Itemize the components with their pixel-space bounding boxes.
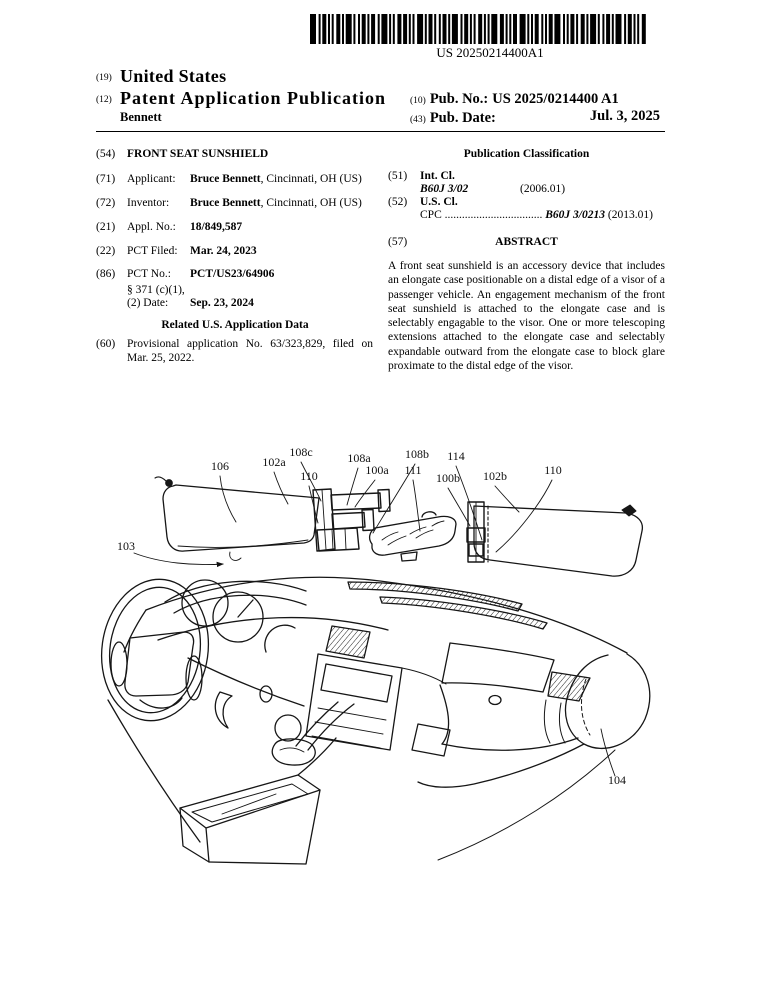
barcode-bar <box>590 14 596 44</box>
barcode-bar <box>576 14 578 44</box>
steering-wheel <box>93 572 218 727</box>
inid-10: (10) <box>410 96 426 106</box>
figure-ref-label: 106 <box>211 459 229 473</box>
pub-no-label: Pub. No.: <box>429 91 489 107</box>
barcode-bar <box>362 14 366 44</box>
int-cl-label: Int. Cl. <box>420 170 455 182</box>
barcode-bar <box>328 14 330 44</box>
barcode-bar <box>531 14 533 44</box>
us-cl-label: U.S. Cl. <box>420 196 458 208</box>
barcode-bar <box>403 14 407 44</box>
inid-19: (19) <box>96 73 112 83</box>
barcode-bar <box>413 14 415 44</box>
figure-ref-label: 100a <box>365 463 389 477</box>
inid-43: (43) <box>410 115 426 125</box>
cpc-year: (2013.01) <box>607 209 653 221</box>
barcode-bar <box>393 14 395 44</box>
barcode-bar <box>310 14 316 44</box>
related-data-heading: Related U.S. Application Data <box>161 319 309 331</box>
barcode-bar <box>336 14 340 44</box>
inid-51: (51) <box>388 170 408 182</box>
pct-filed-label: PCT Filed: <box>127 245 178 257</box>
pub-no-value: US 2025/0214400 A1 <box>492 91 619 107</box>
appl-no-value: 18/849,587 <box>190 221 243 233</box>
barcode-bar <box>634 14 636 44</box>
barcode-bar <box>602 14 604 44</box>
cpc-label: CPC <box>420 209 442 221</box>
barcode-bar <box>624 14 626 44</box>
provisional-text: Provisional application No. 63/323,829, filed on Mar. 25, 2022. <box>127 338 373 364</box>
barcode-bar <box>439 14 441 44</box>
barcode-bar <box>586 14 588 44</box>
barcode-bar <box>322 14 326 44</box>
applicant-label: Applicant: <box>127 173 176 185</box>
barcode-bar <box>381 14 387 44</box>
inid-57: (57) <box>388 236 408 248</box>
inventor-surname: Bennett <box>120 110 162 124</box>
barcode-bar <box>358 14 360 44</box>
barcode-bar <box>612 14 614 44</box>
barcode-bar <box>484 14 486 44</box>
barcode-bar <box>549 14 553 44</box>
inid-71: (71) <box>96 173 116 185</box>
barcode-number: US 20250214400A1 <box>436 45 544 60</box>
pub-date-left <box>410 109 496 127</box>
barcode-bar <box>513 14 517 44</box>
barcode-bar <box>470 14 472 44</box>
pub-no-line <box>410 90 660 108</box>
figure-ref-label: 102b <box>483 469 507 483</box>
pub-date-value: Jul. 3, 2025 <box>589 108 660 124</box>
figure-ref-label: 111 <box>404 463 422 477</box>
cpc-code: B60J 3/0213 <box>545 209 605 221</box>
inid-54: (54) <box>96 148 116 160</box>
barcode-bar <box>581 14 585 44</box>
figure-ref-label: 100b <box>436 471 460 485</box>
barcode-bar <box>506 14 508 44</box>
inventor-value <box>190 197 362 211</box>
inid-72: (72) <box>96 197 116 209</box>
invention-title: FRONT SEAT SUNSHIELD <box>127 148 269 160</box>
barcode-bar <box>554 14 560 44</box>
pct-filed-value: Mar. 24, 2023 <box>190 245 257 257</box>
barcode-bar <box>598 14 600 44</box>
applicant-name: Bruce Bennett <box>190 173 261 185</box>
barcode-bar <box>616 14 622 44</box>
header-divider <box>96 131 665 132</box>
barcode-bar <box>342 14 344 44</box>
barcode-bar <box>429 14 433 44</box>
abstract-heading: ABSTRACT <box>495 236 558 248</box>
barcode-bar <box>371 14 375 44</box>
barcode-bar <box>478 14 482 44</box>
barcode-bar <box>434 14 436 44</box>
inventor-address: , Cincinnati, OH (US) <box>260 197 362 209</box>
barcode-bar <box>417 14 423 44</box>
barcode-bar <box>332 14 334 44</box>
inid-60: (60) <box>96 338 116 350</box>
inid-12: (12) <box>96 95 112 105</box>
inid-86: (86) <box>96 268 116 280</box>
publication-kind: Patent Application Publication <box>120 88 387 108</box>
s371-date-value: Sep. 23, 2024 <box>190 297 254 309</box>
abstract-text: A front seat sunshield is an accessory device that includes an elongate case positionable on a distal edge of a visor of a passenger vehicle. An engagement mechanism of the front seat sunshield is attached to the elongate case and is selectably engagable to the visor. One or more telescoping extensions attached to the elongate case and selectably expandable outward from the elongate case to block glare proximate to the distal edge of the visor. <box>388 260 665 373</box>
applicant-address: , Cincinnati, OH (US) <box>260 173 362 185</box>
figure-ref-label: 108b <box>405 447 429 461</box>
figure-ref-label: 108c <box>289 445 313 459</box>
s371-line1: § 371 (c)(1), <box>127 284 185 296</box>
figure-ref-label: 103 <box>117 539 135 553</box>
pct-no-value: PCT/US23/64906 <box>190 268 275 280</box>
inid-52: (52) <box>388 196 408 208</box>
barcode-bar <box>461 14 463 44</box>
barcode-bar <box>491 14 497 44</box>
barcode-bar <box>527 14 529 44</box>
barcode-bar <box>628 14 632 44</box>
figure-ref-label: 102a <box>262 455 286 469</box>
barcode-bar <box>545 14 547 44</box>
classification-heading: Publication Classification <box>463 148 590 160</box>
figure-ref-label: 110 <box>300 469 318 483</box>
barcode-bar <box>474 14 476 44</box>
barcode-bar <box>541 14 543 44</box>
appl-no-label: Appl. No.: <box>127 221 176 233</box>
figure-ref-label: 108a <box>347 451 371 465</box>
barcode-bar <box>346 14 352 44</box>
cpc-line <box>420 209 653 223</box>
int-cl-code: B60J 3/02 <box>420 183 469 195</box>
figure-ref-label: 104 <box>608 773 626 787</box>
barcode-bar <box>464 14 468 44</box>
left-visor <box>155 477 319 560</box>
barcode-bar <box>520 14 526 44</box>
barcode-bar <box>642 14 646 44</box>
barcode-bar <box>353 14 355 44</box>
country-name: United States <box>120 66 227 86</box>
barcode-bar <box>409 14 411 44</box>
barcode-bar <box>606 14 610 44</box>
inid-22: (22) <box>96 245 116 257</box>
figure-labels <box>117 445 626 787</box>
barcode-bar <box>563 14 565 44</box>
dashboard <box>108 577 650 864</box>
sunshield-case-a <box>313 489 390 551</box>
pub-date-label: Pub. Date: <box>429 110 496 126</box>
s371-date-label: (2) Date: <box>127 297 169 309</box>
barcode-bar <box>488 14 490 44</box>
barcode-bar <box>448 14 450 44</box>
barcode-bar <box>452 14 458 44</box>
right-visor <box>474 505 642 576</box>
inventor-name: Bruce Bennett <box>190 197 261 209</box>
barcode-bar <box>535 14 539 44</box>
gear-shift-knob <box>275 715 301 741</box>
barcode-bar <box>567 14 569 44</box>
pct-no-label: PCT No.: <box>127 268 171 280</box>
barcode-bar <box>378 14 380 44</box>
barcode-bar <box>389 14 391 44</box>
figure-ref-label: 114 <box>447 449 465 463</box>
inventor-label: Inventor: <box>127 197 170 209</box>
rearview-mirror <box>370 512 456 561</box>
barcode-bar <box>509 14 511 44</box>
inid-21: (21) <box>96 221 116 233</box>
cpc-dot-leader: .................................. <box>444 209 543 221</box>
patent-figure <box>70 432 690 882</box>
barcode-bar <box>367 14 369 44</box>
barcode-bar <box>500 14 504 44</box>
barcode-bar <box>570 14 574 44</box>
applicant-value <box>190 173 362 187</box>
barcode-bar <box>397 14 401 44</box>
barcode-bar <box>637 14 639 44</box>
barcode-bar <box>443 14 447 44</box>
pub-date-line <box>410 109 660 127</box>
sunshield-case-b <box>467 502 488 562</box>
barcode-bar <box>425 14 427 44</box>
figure-ref-label: 110 <box>544 463 562 477</box>
barcode-bar <box>319 14 321 44</box>
barcode <box>310 14 658 44</box>
int-cl-year: (2006.01) <box>520 183 566 195</box>
